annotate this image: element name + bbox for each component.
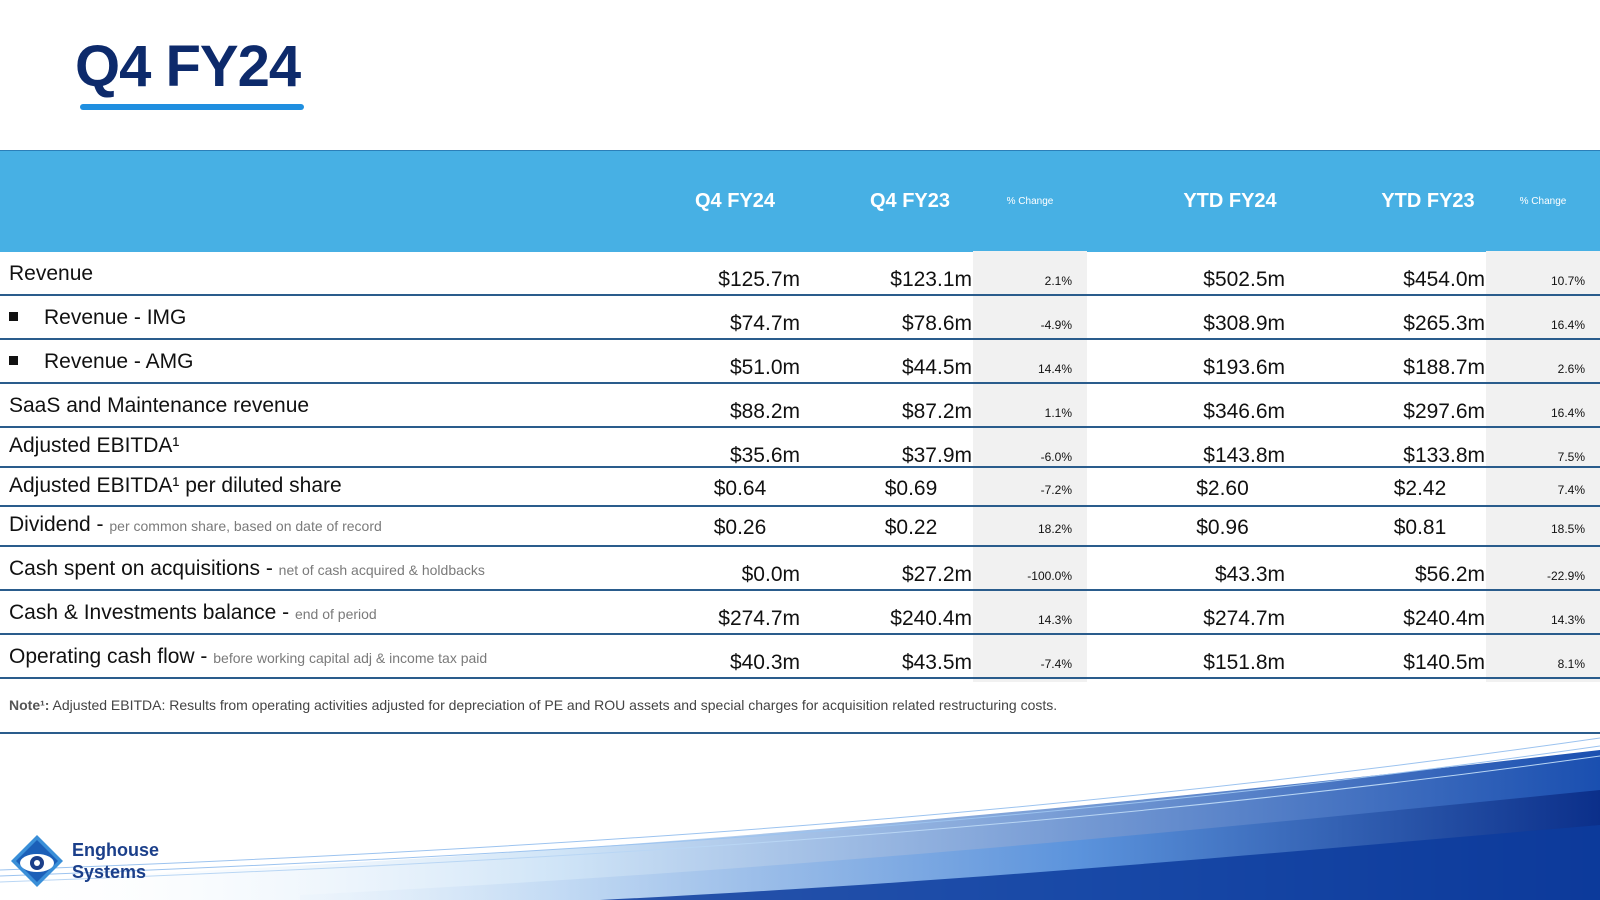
cell-q4fy23: $0.69 (884, 477, 938, 500)
cell-q4fy23: $44.5m (901, 356, 972, 379)
cell-q4fy23: $123.1m (890, 268, 972, 291)
page-title: Q4 FY24 (75, 34, 301, 99)
cell-change-ytd: -22.9% (1546, 569, 1585, 583)
cell-ytdfy23: $140.5m (1403, 651, 1485, 674)
header-ytdfy23: YTD FY23 (1381, 190, 1475, 212)
cell-q4fy24: $0.0m (741, 563, 800, 586)
table-header (0, 150, 1600, 252)
row-label-text: Dividend - (9, 513, 110, 536)
cell-q4fy24: $35.6m (729, 444, 800, 467)
cell-q4fy24: $88.2m (729, 400, 800, 423)
table-note (0, 679, 1600, 734)
cell-q4fy24: $40.3m (729, 651, 800, 674)
row-label-text: Cash spent on acquisitions - (9, 557, 279, 580)
cell-q4fy23: $0.22 (884, 516, 938, 539)
bullet-icon (9, 356, 18, 365)
cell-ytdfy23: $265.3m (1403, 312, 1485, 335)
bullet-icon (9, 312, 18, 321)
cell-ytdfy24: $308.9m (1203, 312, 1285, 335)
cell-change-ytd: 2.6% (1557, 362, 1585, 376)
row-label (9, 306, 186, 330)
cell-change-ytd: 16.4% (1550, 318, 1585, 332)
note-text: Adjusted EBITDA: Results from operating activities adjusted for depreciation of PE and ROU assets and special charges for acquisition related restructuring costs. (49, 697, 1058, 713)
enghouse-eye-icon (10, 834, 64, 888)
row-label-note: end of period (294, 606, 377, 622)
table-body (0, 252, 1600, 679)
table-row (0, 384, 1600, 428)
cell-change-quarter: -7.4% (1040, 657, 1072, 671)
cell-change-quarter: 14.3% (1037, 613, 1072, 627)
row-label-text: Revenue - AMG (44, 350, 194, 373)
cell-change-quarter: 14.4% (1037, 362, 1072, 376)
cell-change-ytd: 16.4% (1550, 406, 1585, 420)
cell-ytdfy24: $193.6m (1203, 356, 1285, 379)
row-label-text: Operating cash flow - (9, 645, 214, 668)
cell-ytdfy24: $0.96 (1196, 516, 1249, 539)
cell-change-ytd: 10.7% (1550, 274, 1585, 288)
cell-change-ytd: 7.4% (1557, 483, 1585, 497)
cell-ytdfy24: $2.60 (1196, 477, 1249, 500)
table-row (0, 468, 1600, 507)
table-row (0, 507, 1600, 547)
row-label (9, 262, 93, 286)
cell-q4fy23: $43.5m (901, 651, 972, 674)
header-change-quarter: % Change (1006, 196, 1054, 207)
cell-q4fy24: $51.0m (729, 356, 800, 379)
table-row (0, 591, 1600, 635)
financial-table (0, 150, 1600, 734)
cell-change-ytd: 14.3% (1550, 613, 1585, 627)
cell-change-quarter: -100.0% (1027, 569, 1072, 583)
cell-ytdfy23: $454.0m (1403, 268, 1485, 291)
table-row (0, 547, 1600, 591)
row-label-text: Revenue - IMG (44, 306, 187, 329)
note-prefix: Note¹: (9, 697, 50, 713)
cell-change-quarter: 1.1% (1044, 406, 1072, 420)
row-label (9, 601, 377, 625)
cell-ytdfy23: $297.6m (1403, 400, 1485, 423)
row-label (9, 394, 309, 418)
cell-ytdfy23: $188.7m (1403, 356, 1485, 379)
row-label (9, 434, 179, 458)
row-label (9, 474, 342, 498)
cell-q4fy23: $27.2m (901, 563, 972, 586)
cell-ytdfy23: $133.8m (1403, 444, 1485, 467)
table-row (0, 635, 1600, 679)
cell-change-quarter: -6.0% (1040, 450, 1072, 464)
table-row (0, 428, 1600, 468)
cell-q4fy23: $37.9m (901, 444, 972, 467)
row-label-text: Adjusted EBITDA¹ per diluted share (9, 474, 342, 497)
cell-q4fy24: $125.7m (718, 268, 800, 291)
cell-ytdfy24: $43.3m (1214, 563, 1285, 586)
logo-line2: Systems (72, 862, 147, 882)
header-q4fy24: Q4 FY24 (694, 190, 776, 212)
cell-ytdfy23: $240.4m (1403, 607, 1485, 630)
row-label (9, 350, 193, 374)
header-q4fy23: Q4 FY23 (869, 190, 951, 212)
row-label-text: SaaS and Maintenance revenue (9, 394, 310, 417)
cell-q4fy23: $240.4m (890, 607, 972, 630)
footer-swoosh-graphic (0, 730, 1600, 900)
row-label-note: per common share, based on date of record (109, 518, 382, 534)
cell-ytdfy23: $56.2m (1414, 563, 1485, 586)
cell-q4fy23: $78.6m (901, 312, 972, 335)
cell-change-quarter: -7.2% (1040, 483, 1072, 497)
row-label (9, 557, 485, 581)
cell-ytdfy24: $143.8m (1203, 444, 1285, 467)
enghouse-logo (10, 834, 159, 888)
row-label-text: Cash & Investments balance - (9, 601, 295, 624)
cell-ytdfy24: $151.8m (1203, 651, 1285, 674)
cell-change-ytd: 18.5% (1550, 522, 1585, 536)
cell-q4fy24: $274.7m (718, 607, 800, 630)
row-label (9, 645, 487, 669)
cell-ytdfy23: $2.42 (1393, 477, 1447, 500)
cell-change-quarter: 2.1% (1044, 274, 1072, 288)
cell-ytdfy23: $0.81 (1393, 516, 1447, 539)
cell-q4fy24: $74.7m (729, 312, 800, 335)
cell-ytdfy24: $274.7m (1203, 607, 1285, 630)
table-row (0, 340, 1600, 384)
row-label-text: Adjusted EBITDA¹ (9, 434, 180, 457)
cell-change-quarter: 18.2% (1037, 522, 1072, 536)
cell-q4fy23: $87.2m (901, 400, 972, 423)
table-row (0, 252, 1600, 296)
row-label (9, 513, 382, 537)
cell-change-ytd: 8.1% (1557, 657, 1585, 671)
row-label-note: net of cash acquired & holdbacks (278, 562, 485, 578)
header-change-ytd: % Change (1519, 196, 1567, 207)
table-row (0, 296, 1600, 340)
cell-change-ytd: 7.5% (1557, 450, 1585, 464)
title-underline (80, 104, 304, 110)
cell-ytdfy24: $346.6m (1203, 400, 1285, 423)
header-ytdfy24: YTD FY24 (1183, 190, 1277, 212)
cell-q4fy24: $0.64 (713, 477, 767, 500)
row-label-note: before working capital adj & income tax paid (213, 650, 488, 666)
cell-change-quarter: -4.9% (1040, 318, 1072, 332)
cell-ytdfy24: $502.5m (1203, 268, 1285, 291)
row-label-text: Revenue (9, 262, 94, 285)
logo-line1: Enghouse (72, 840, 160, 860)
cell-q4fy24: $0.26 (713, 516, 767, 539)
